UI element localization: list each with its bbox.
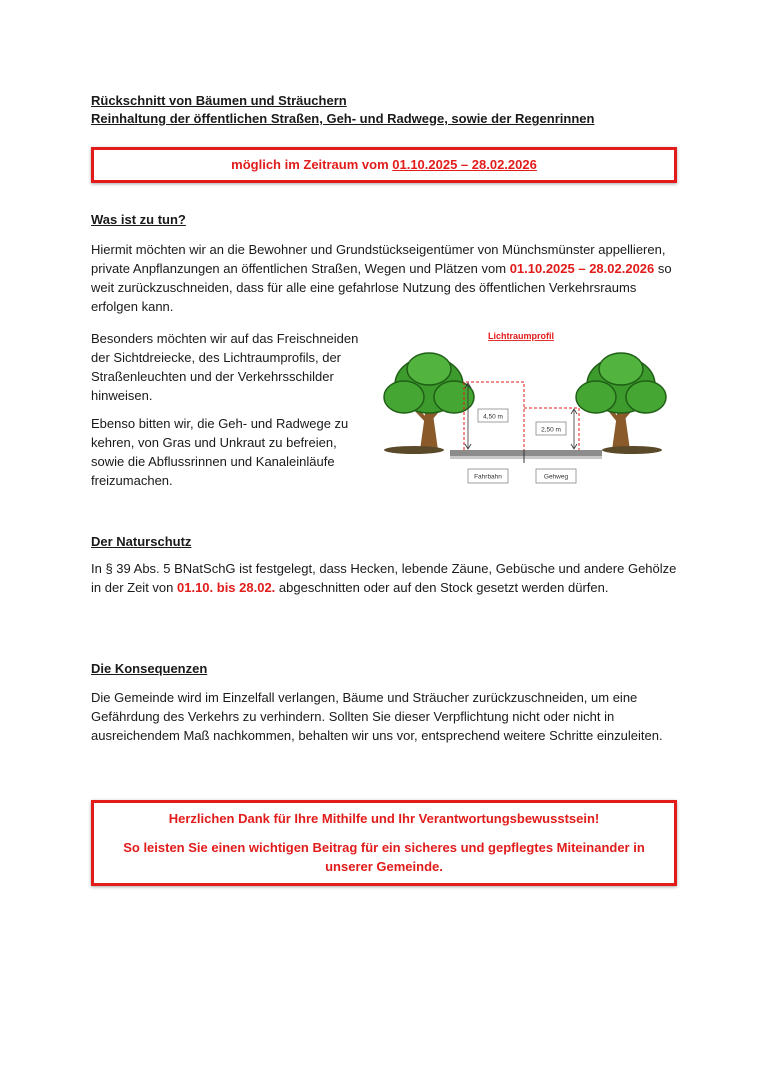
nature-text-a: In § 39 Abs. 5 BNatSchG ist festgelegt, dass Hecken, lebende Zäune, Gebüsche und andere Gehölze in der Zeit von xyxy=(91,561,677,595)
heading-todo: Was ist zu tun? xyxy=(91,212,186,227)
todo-paragraph-2: Besonders möchten wir auf das Freischneiden der Sichtdreiecke, des Lichtraumprofils, der Straßenleuchten und der Verkehrsschilder hinweisen. xyxy=(91,331,359,403)
todo-p1-text-a: Hiermit möchten wir an die Bewohner und Grundstückseigentümer von Münchsmünster appellieren, private Anpflanzungen an öffentlichen Straßen, Wegen und Plätzen vom xyxy=(91,242,666,276)
todo-p1-text-b: so weit zurückzuschneiden, dass für alle eine gefahrlose Nutzung des öffentlichen Verkehrsraums erfolgen kann. xyxy=(91,261,672,314)
todo-paragraph-3: Ebenso bitten wir, die Geh- und Radwege zu kehren, von Gras und Unkraut zu befreien, sowie die Abflussrinnen und Kanaleinläufe freizumachen. xyxy=(91,416,349,488)
nature-dates: 01.10. bis 28.02. xyxy=(177,580,276,595)
thanks-box xyxy=(91,800,677,886)
right-tree-icon xyxy=(576,353,666,454)
page-title-line1: Rückschnitt von Bäumen und Sträuchern xyxy=(91,93,347,108)
heading-nature: Der Naturschutz xyxy=(91,534,192,549)
heading-consequences: Die Konsequenzen xyxy=(91,661,208,676)
label-gehweg: Gehweg xyxy=(543,473,569,481)
todo-p1-dates: 01.10.2025 – 28.02.2026 xyxy=(509,261,655,276)
period-dates: 01.10.2025 – 28.02.2026 xyxy=(392,157,537,172)
consequences-paragraph: Die Gemeinde wird im Einzelfall verlangen, Bäume und Sträucher zurückzuschneiden, um eine Gefährdung des Verkehrs zu verhindern. Sollten Sie dieser Verpflichtung nicht oder nicht in ausreichendem Maß nachkommen, behalten wir uns vor, entsprechend weitere Schritte einzuleiten. xyxy=(91,690,663,743)
height-label-walk: 2,50 m xyxy=(541,426,561,434)
nature-text-b: abgeschnitten oder auf den Stock gesetzt werden dürfen. xyxy=(275,580,609,595)
page-title-line2: Reinhaltung der öffentlichen Straßen, Geh- und Radwege, sowie der Regenrinnen xyxy=(91,111,595,126)
thanks-line-1: Herzlichen Dank für Ihre Mithilfe und Ihr Verantwortungsbewusstsein! xyxy=(168,811,600,826)
height-label-road: 4,50 m xyxy=(483,413,503,421)
lichtraumprofil-diagram xyxy=(374,325,674,495)
label-fahrbahn: Fahrbahn xyxy=(474,473,502,481)
period-box xyxy=(91,147,677,183)
period-prefix: möglich im Zeitraum vom xyxy=(231,157,393,172)
todo-paragraph-1 xyxy=(91,240,681,316)
nature-paragraph xyxy=(91,559,681,597)
diagram-title: Lichtraumprofil xyxy=(487,331,555,341)
thanks-line-2: So leisten Sie einen wichtigen Beitrag für ein sicheres und gepflegtes Miteinander in unserer Gemeinde. xyxy=(123,840,645,874)
left-tree-icon xyxy=(384,353,474,454)
road-surface xyxy=(450,450,602,456)
